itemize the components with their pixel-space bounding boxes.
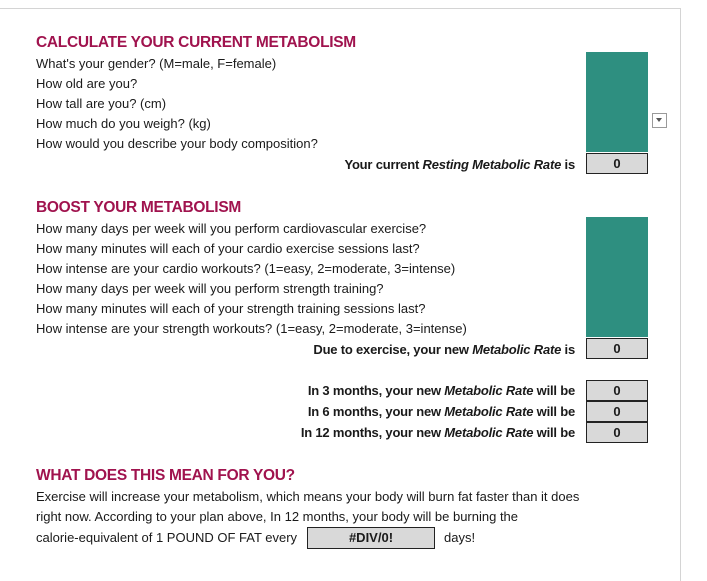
question-cardio-intensity: How intense are your cardio workouts? (1=easy, 2=moderate, 3=intense) xyxy=(36,261,456,276)
question-strength-days: How many days per week will you perform strength training? xyxy=(36,281,384,296)
projection-6-months-label: In 6 months, your new Metabolic Rate will be xyxy=(307,404,575,419)
explanation-days-suffix: days! xyxy=(444,530,476,545)
sheet-right-border xyxy=(680,8,681,581)
explanation-line-3: calorie-equivalent of 1 POUND OF FAT every xyxy=(36,530,298,545)
projection-12-months-label: In 12 months, your new Metabolic Rate will be xyxy=(300,425,575,440)
explanation-line-1: Exercise will increase your metabolism, which means your body will burn fat faster than it does xyxy=(36,489,580,504)
question-strength-minutes: How many minutes will each of your strength training sessions last? xyxy=(36,301,426,316)
question-weight: How much do you weigh? (kg) xyxy=(36,116,211,131)
question-height: How tall are you? (cm) xyxy=(36,96,167,111)
days-per-pound-value: #DIV/0! xyxy=(307,527,435,549)
question-cardio-minutes: How many minutes will each of your cardio exercise sessions last? xyxy=(36,241,420,256)
input-cells-section2[interactable] xyxy=(586,217,648,337)
explanation-line-2: right now. According to your plan above, In 12 months, your body will be burning the xyxy=(36,509,519,524)
exercise-metabolic-rate-value: 0 xyxy=(586,338,648,359)
section-heading-calculate: CALCULATE YOUR CURRENT METABOLISM xyxy=(36,34,356,51)
question-body-composition: How would you describe your body composition? xyxy=(36,136,318,151)
question-cardio-days: How many days per week will you perform cardiovascular exercise? xyxy=(36,221,427,236)
section-heading-meaning: WHAT DOES THIS MEAN FOR YOU? xyxy=(36,467,295,484)
chevron-down-icon[interactable] xyxy=(652,113,667,128)
resting-metabolic-rate-label: Your current Resting Metabolic Rate is xyxy=(344,157,575,172)
input-cells-section1[interactable] xyxy=(586,52,648,152)
question-age: How old are you? xyxy=(36,76,138,91)
projection-6-months-value: 0 xyxy=(586,401,648,422)
projection-3-months-label: In 3 months, your new Metabolic Rate will be xyxy=(307,383,575,398)
section-heading-boost: BOOST YOUR METABOLISM xyxy=(36,199,241,216)
sheet-top-border xyxy=(0,8,680,9)
question-gender: What's your gender? (M=male, F=female) xyxy=(36,56,277,71)
projection-12-months-value: 0 xyxy=(586,422,648,443)
resting-metabolic-rate-value: 0 xyxy=(586,153,648,174)
projection-3-months-value: 0 xyxy=(586,380,648,401)
question-strength-intensity: How intense are your strength workouts? (1=easy, 2=moderate, 3=intense) xyxy=(36,321,467,336)
exercise-metabolic-rate-label: Due to exercise, your new Metabolic Rate is xyxy=(313,342,575,357)
